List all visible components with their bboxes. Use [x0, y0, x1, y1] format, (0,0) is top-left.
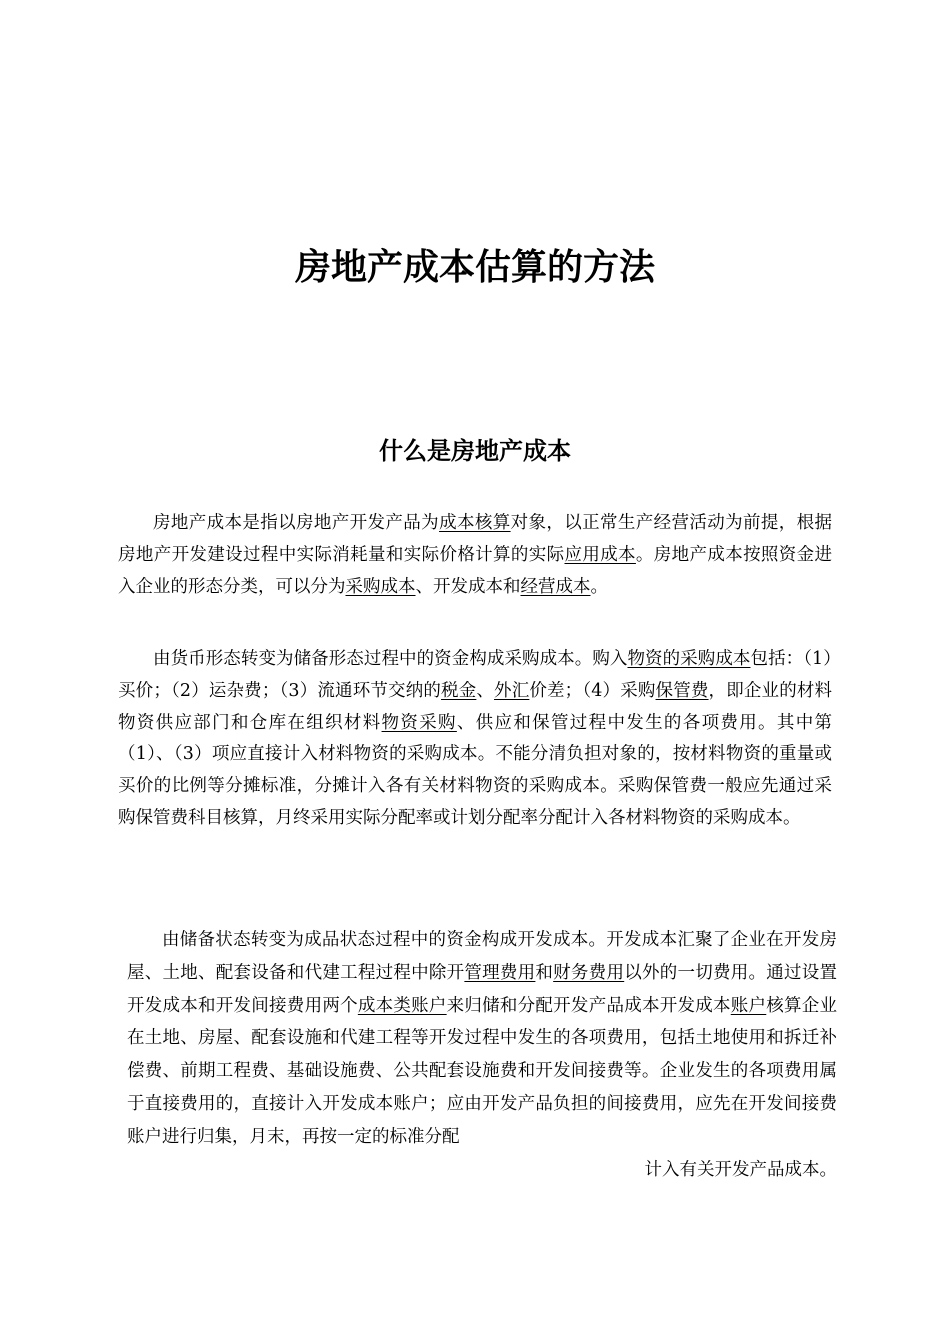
text-span: 对象，以正常生产经营活动为前提，根据房地产开发建设过程中实际消耗量和实际价格计算的实际	[118, 513, 833, 565]
text-span: 价差；（4）采购	[529, 680, 656, 701]
link-management-expense[interactable]: 管理费用	[464, 962, 536, 983]
text-span: 来归储和分配开发产品成本开发成本	[446, 995, 731, 1016]
link-applied-cost[interactable]: 应用成本	[564, 544, 636, 565]
link-tax[interactable]: 税金	[441, 680, 477, 701]
text-span: 、	[476, 680, 495, 701]
link-account[interactable]: 账户	[730, 995, 767, 1016]
text-span: 、供应和保管过程中发生的各项费用。其中第（1）、（3）项应直接计入材料物资的采购成本。不能分清负担对象的，按材料物资的重量或买价的比例等分摊标准，分摊计入各有关材料物资的采购成本。采购保管费一般应先通过采购保管费科目核算，月终采用实际分配率或计划分配率分配计入各材料物资的采购成本。	[118, 712, 833, 828]
paragraph-3	[127, 924, 837, 1186]
text-span: 、开发成本和	[415, 576, 521, 597]
paragraph-2	[118, 644, 832, 835]
link-operating-cost[interactable]: 经营成本	[520, 576, 591, 597]
text-span: ，即企业的材料物资供应部门和仓库在组织材料	[118, 680, 833, 733]
text-span: 。房地产成本按照资金进入企业的形态分类，可以分为	[118, 544, 833, 597]
link-cost-accounting[interactable]: 成本核算	[439, 513, 511, 533]
link-financial-expense[interactable]: 财务费用	[553, 962, 625, 983]
text-span: 。	[590, 576, 608, 597]
text-span: 由货币形态转变为储备形态过程中的资金构成采购成本。购入	[153, 649, 628, 669]
link-material-procurement[interactable]: 物资采购	[381, 712, 457, 733]
text-span: 由储备状态转变为成品状态过程中的资金构成开发成本。开发成本汇聚了企业在开发房屋、土地、配套设备和代建工程过程中除开	[127, 930, 837, 983]
link-cost-account[interactable]: 成本类账户	[357, 995, 447, 1016]
document-title: 房地产成本估算的方法	[294, 247, 655, 288]
link-foreign-exchange[interactable]: 外汇	[494, 680, 530, 701]
link-purchase-cost[interactable]: 采购成本	[345, 576, 416, 597]
paragraph-3-last-line: 计入有关开发产品成本。	[644, 1159, 837, 1180]
link-storage-fee[interactable]: 保管费	[655, 680, 709, 701]
section-heading: 什么是房地产成本	[379, 437, 571, 465]
paragraph-1	[118, 508, 832, 603]
text-span: 以外的一切费用。通过设置开发成本和开发间接费用两个	[127, 962, 838, 1016]
text-span: 核算企业在土地、房屋、配套设施和代建工程等开发过程中发生的各项费用，包括土地使用和拆迁补偿费、前期工程费、基础设施费、公共配套设施费和开发间接费等。企业发生的各项费用属于直接费用的，直接计入开发成本账户；应由开发产品负担的间接费用，应先在开发间接费账户进行归集，月末，再按一定的标准分配	[127, 995, 838, 1147]
text-span: 和	[535, 962, 554, 983]
text-span: 房地产成本是指以房地产开发产品为	[153, 513, 440, 533]
text-span: 包括：（1）买价；（2）运杂费；（3）流通环节交纳的	[118, 649, 833, 701]
link-material-purchase-cost[interactable]: 物资的采购成本	[627, 649, 751, 669]
